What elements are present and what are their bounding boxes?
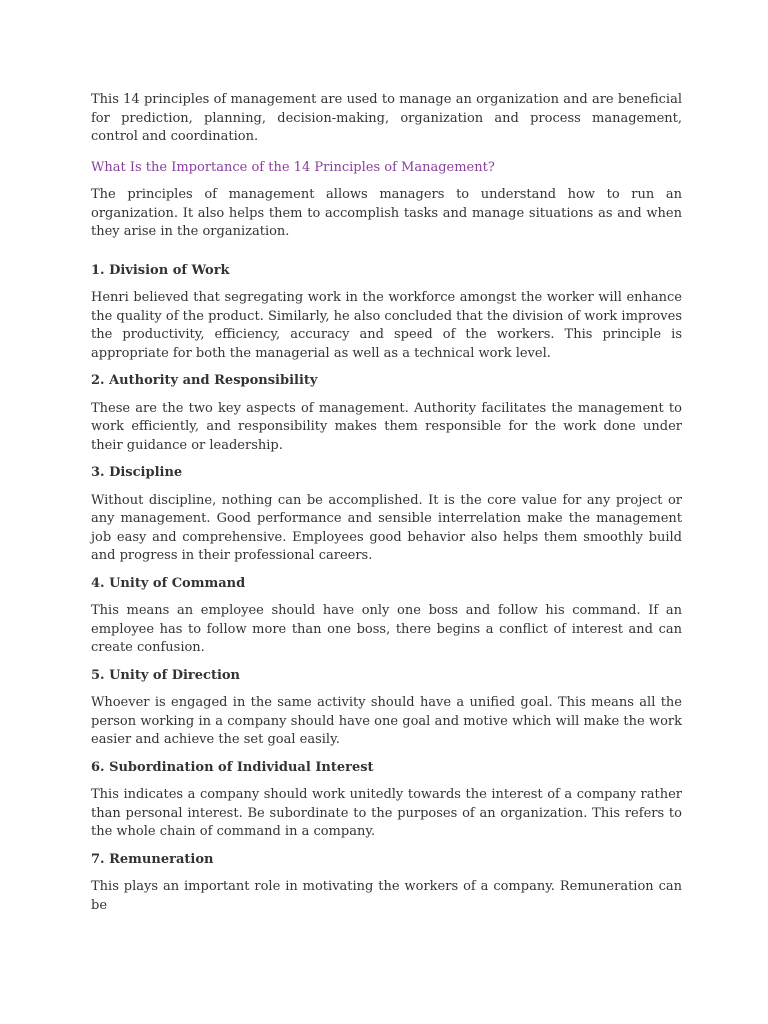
section-heading-remuneration: 7. Remuneration	[91, 851, 214, 867]
section-text-unity-of-command: This means an employee should have only one boss and follow his command. If an employee has to follow more than one boss, there begins a conflict of interest and can create confusion.	[91, 603, 682, 655]
section-heading-unity-of-direction: 5. Unity of Direction	[91, 667, 241, 683]
section-text-division-of-work: Henri believed that segregating work in the workforce amongst the worker will enhance the quality of the product. Similarly, he also concluded that the division of work improves the productivity, efficiency, accuracy and speed of the workers. This principle is appropriate for both the managerial as well as a technical work level.	[91, 290, 682, 361]
importance-subheading: What Is the Importance of the 14 Principles of Management?	[91, 159, 495, 175]
importance-paragraph: The principles of management allows managers to understand how to run an organization. It also helps them to accomplish tasks and manage situations as and when they arise in the organization.	[91, 187, 682, 239]
section-heading-discipline: 3. Discipline	[91, 465, 183, 480]
section-text-authority-responsibility: These are the two key aspects of management. Authority facilitates the management to work efficiently, and responsibility makes them responsible for the work done under their guidance or leadership.	[91, 400, 682, 453]
section-text-discipline: Without discipline, nothing can be accomplished. It is the core value for any project or any management. Good performance and sensible interrelation make the management job easy and comprehensive. Employees good behavior also helps them smoothly build and progress in their professional careers.	[91, 492, 682, 563]
section-heading-subordination: 6. Subordination of Individual Interest	[91, 759, 374, 775]
document-page	[91, 91, 682, 913]
section-heading-division-of-work: 1. Division of Work	[91, 262, 230, 278]
section-heading-authority-responsibility: 2. Authority and Responsibility	[91, 373, 318, 388]
section-text-unity-of-direction: Whoever is engaged in the same activity should have a unified goal. This means all the person working in a company should have one goal and motive which will make the work easier and achieve the set goal easily.	[91, 695, 682, 747]
section-heading-unity-of-command: 4. Unity of Command	[91, 575, 246, 591]
section-text-remuneration: This plays an important role in motivating the workers of a company. Remuneration can be	[91, 879, 682, 913]
intro-paragraph: This 14 principles of management are used to manage an organization and are beneficial for prediction, planning, decision-making, organization and process management, control and coordination.	[91, 92, 682, 144]
section-text-subordination: This indicates a company should work unitedly towards the interest of a company rather than personal interest. Be subordinate to the purposes of an organization. This refers to the whole chain of command in a company.	[91, 787, 682, 839]
